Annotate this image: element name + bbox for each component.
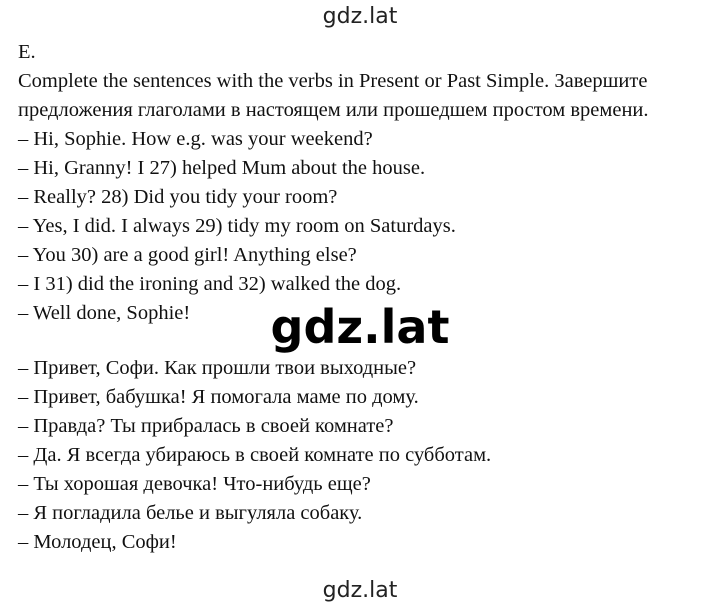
dialogue-line: – Привет, бабушка! Я помогала маме по дому. bbox=[18, 386, 419, 408]
dialogue-line: – Ты хорошая девочка! Что-нибудь еще? bbox=[18, 473, 371, 495]
dialogue-russian bbox=[18, 354, 718, 557]
dialogue-line: – Я погладила белье и выгуляла собаку. bbox=[18, 502, 363, 524]
dialogue-english bbox=[18, 125, 718, 328]
dialogue-line: – Молодец, Софи! bbox=[18, 531, 177, 553]
dialogue-line: – I 31) did the ironing and 32) walked the dog. bbox=[18, 273, 402, 295]
watermark-bottom: gdz.lat bbox=[322, 578, 398, 603]
watermark-top: gdz.lat bbox=[322, 4, 398, 29]
dialogue-line: – Really? 28) Did you tidy your room? bbox=[18, 186, 338, 208]
dialogue-line: – Hi, Sophie. How e.g. was your weekend? bbox=[18, 128, 373, 150]
exercise-content bbox=[18, 38, 718, 557]
dialogue-line: – Yes, I did. I always 29) tidy my room on Saturdays. bbox=[18, 215, 456, 237]
dialogue-line: – Да. Я всегда убираюсь в своей комнате по субботам. bbox=[18, 444, 492, 466]
instruction-line-1: Complete the sentences with the verbs in Present or Past Simple. Завершите bbox=[18, 70, 648, 92]
exercise-label: E. bbox=[18, 41, 36, 63]
dialogue-line: – Правда? Ты прибралась в своей комнате? bbox=[18, 415, 394, 437]
instruction-line-2: предложения глаголами в настоящем или прошедшем простом времени. bbox=[18, 99, 649, 121]
dialogue-line: – Well done, Sophie! bbox=[18, 302, 191, 324]
dialogue-line: – Hi, Granny! I 27) helped Mum about the house. bbox=[18, 157, 426, 179]
watermark-middle: gdz.lat bbox=[270, 300, 450, 354]
dialogue-line: – You 30) are a good girl! Anything else? bbox=[18, 244, 357, 266]
dialogue-line: – Привет, Софи. Как прошли твои выходные? bbox=[18, 357, 417, 379]
